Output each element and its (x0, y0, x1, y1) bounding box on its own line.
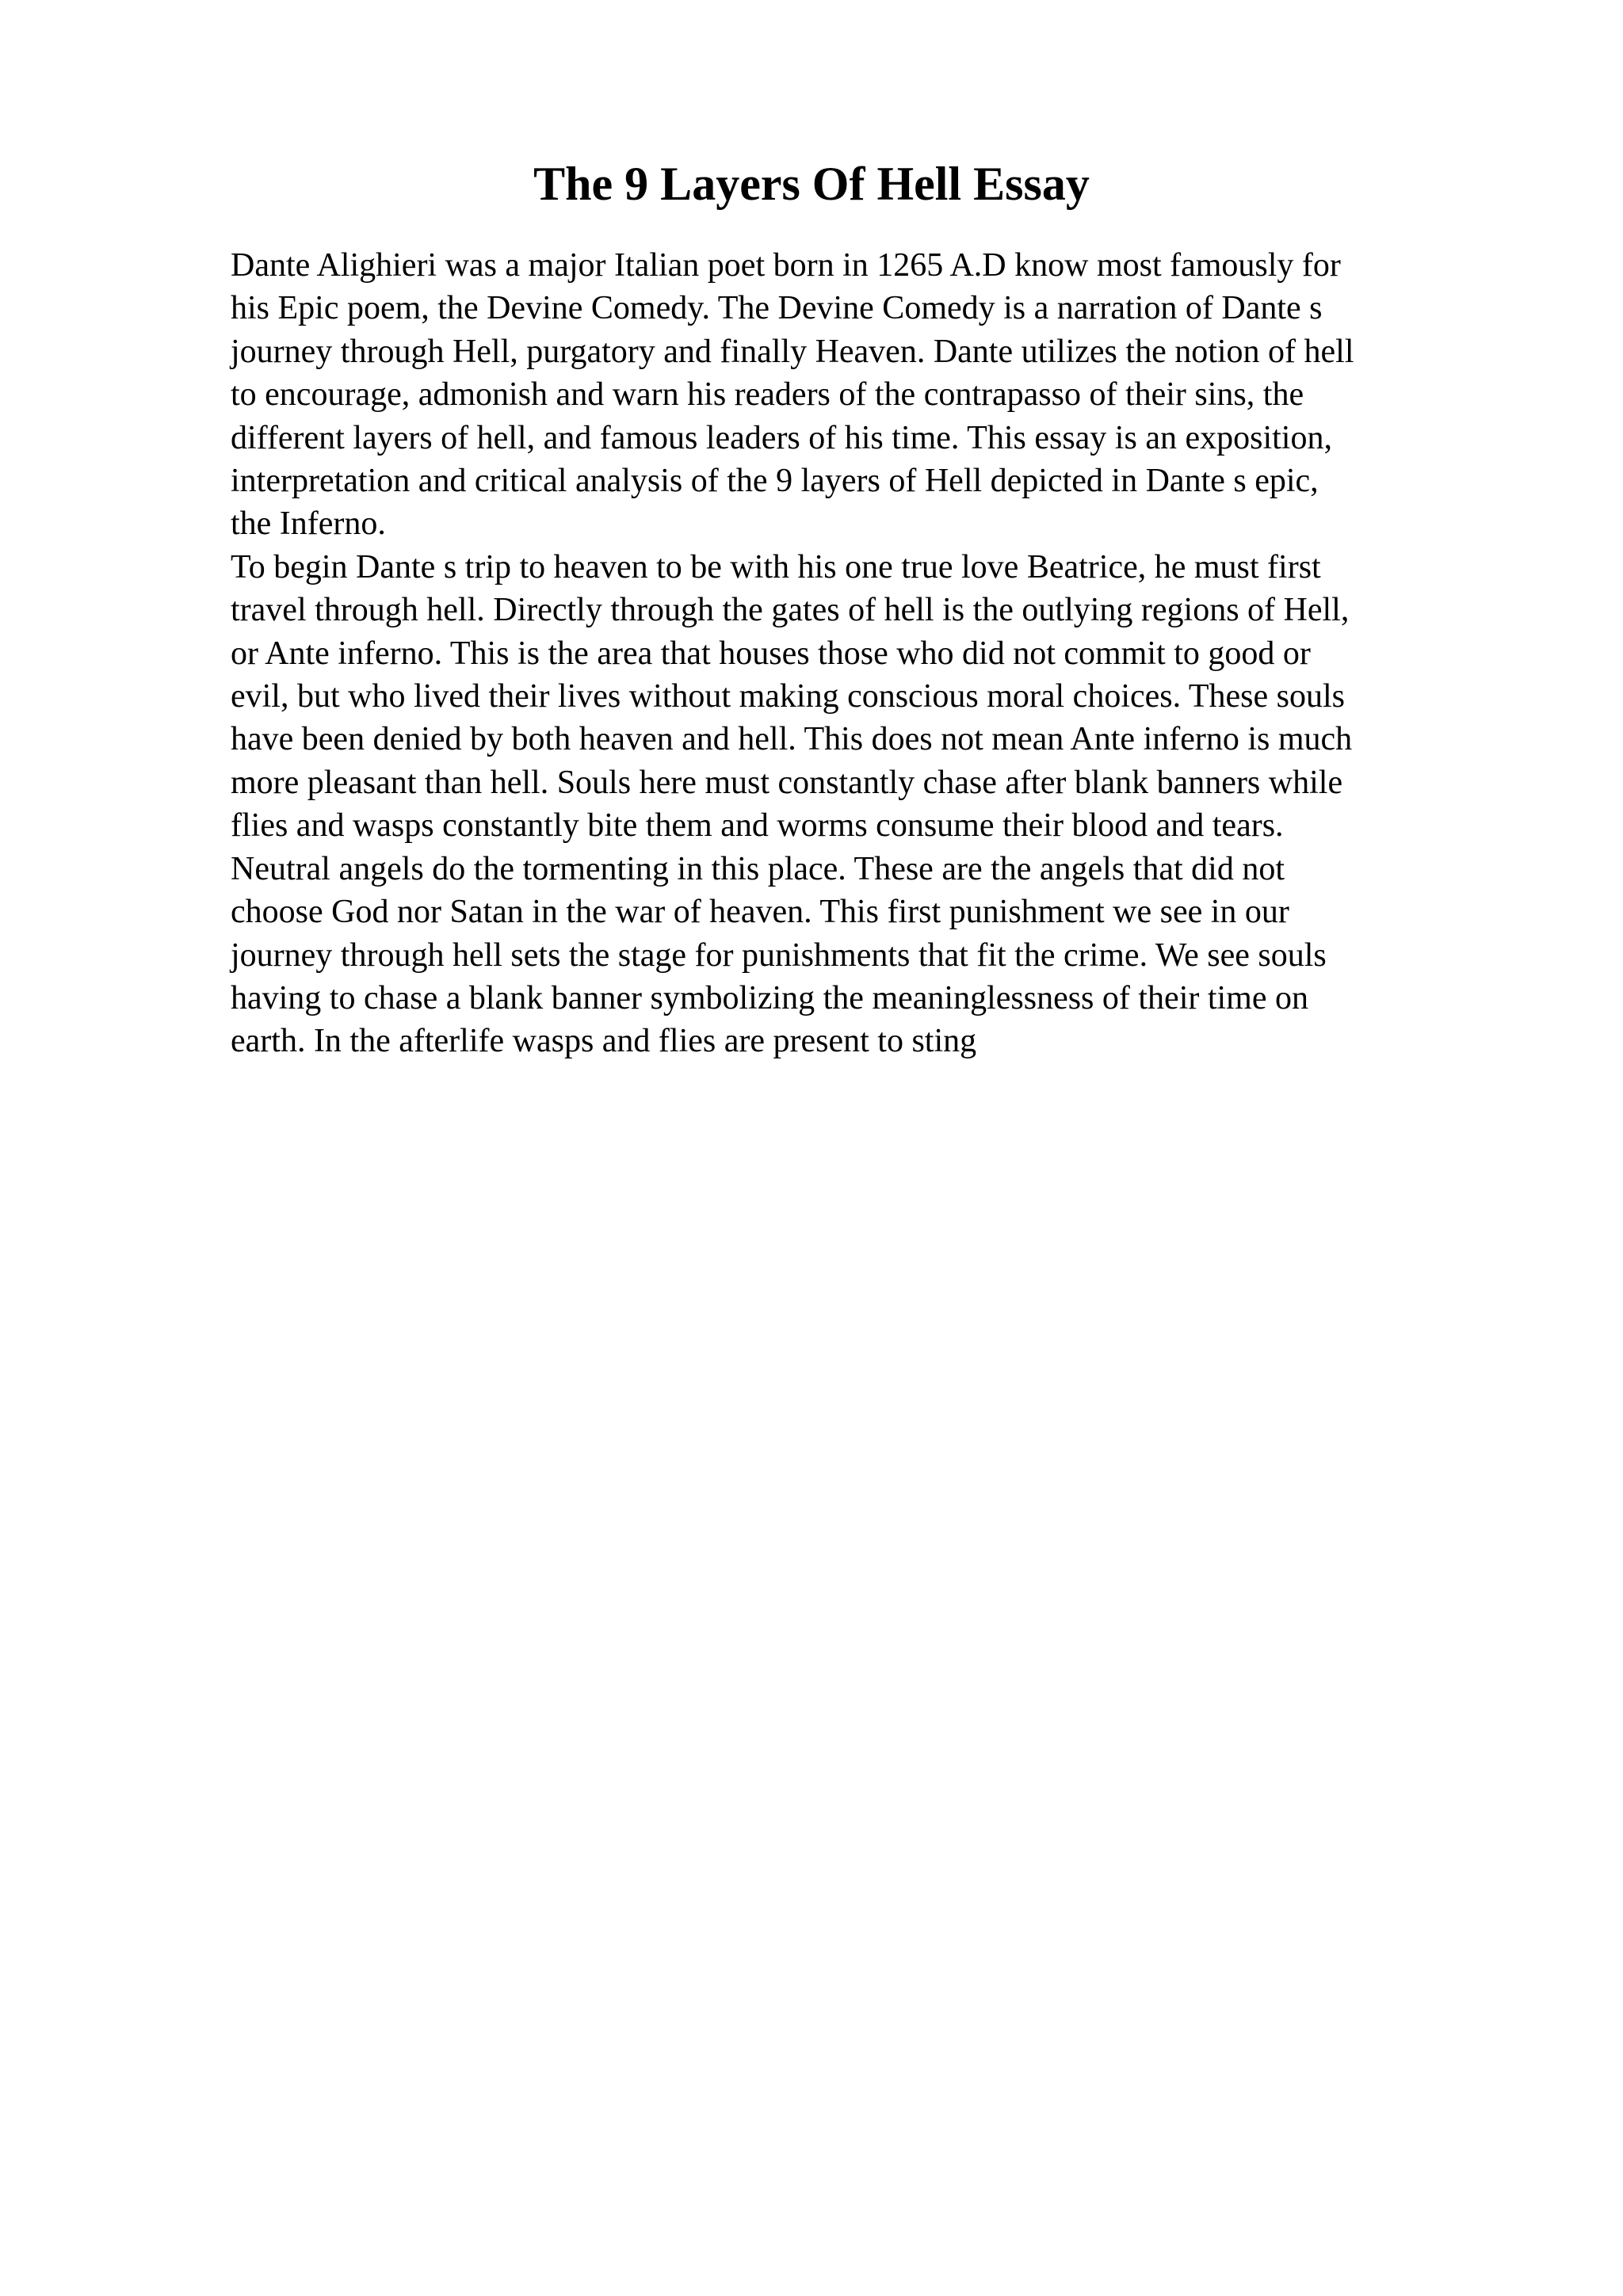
text-line: Dante Alighieri was a major Italian poet born in 1265 A.D know most famously for (231, 247, 1341, 284)
text-line: or Ante inferno. This is the area that houses those who did not commit to good or (231, 635, 1311, 672)
document-title: The 9 Layers Of Hell Essay (533, 158, 1090, 210)
text-line: flies and wasps constantly bite them and worms consume their blood and tears. (231, 807, 1284, 845)
text-line: Neutral angels do the tormenting in this place. These are the angels that did not (231, 850, 1285, 887)
text-line: To begin Dante s trip to heaven to be with his one true love Beatrice, he must first (231, 548, 1321, 585)
text-line: evil, but who lived their lives without making conscious moral choices. These souls (231, 678, 1345, 715)
text-line: earth. In the afterlife wasps and flies are present to sting (231, 1023, 977, 1060)
text-line: having to chase a blank banner symbolizing the meaninglessness of their time on (231, 979, 1308, 1016)
text-line: have been denied by both heaven and hell. This does not mean Ante inferno is much (231, 721, 1353, 758)
text-line: travel through hell. Directly through the gates of hell is the outlying regions of Hell, (231, 592, 1350, 629)
text-line: choose God nor Satan in the war of heaven. This first punishment we see in our (231, 894, 1289, 931)
text-line: journey through Hell, purgatory and finally Heaven. Dante utilizes the notion of hell (231, 333, 1354, 370)
text-line: interpretation and critical analysis of the 9 layers of Hell depicted in Dante s epic, (231, 463, 1319, 500)
text-line: to encourage, admonish and warn his readers of the contrapasso of their sins, the (231, 376, 1304, 414)
text-line: the Inferno. (231, 505, 386, 543)
text-line: journey through hell sets the stage for punishments that fit the crime. We see souls (231, 936, 1327, 974)
text-line: different layers of hell, and famous leaders of his time. This essay is an exposition, (231, 419, 1332, 456)
text-line: his Epic poem, the Devine Comedy. The Devine Comedy is a narration of Dante s (231, 290, 1323, 327)
text-line: more pleasant than hell. Souls here must constantly chase after blank banners while (231, 764, 1343, 801)
document-body (231, 244, 1499, 1063)
